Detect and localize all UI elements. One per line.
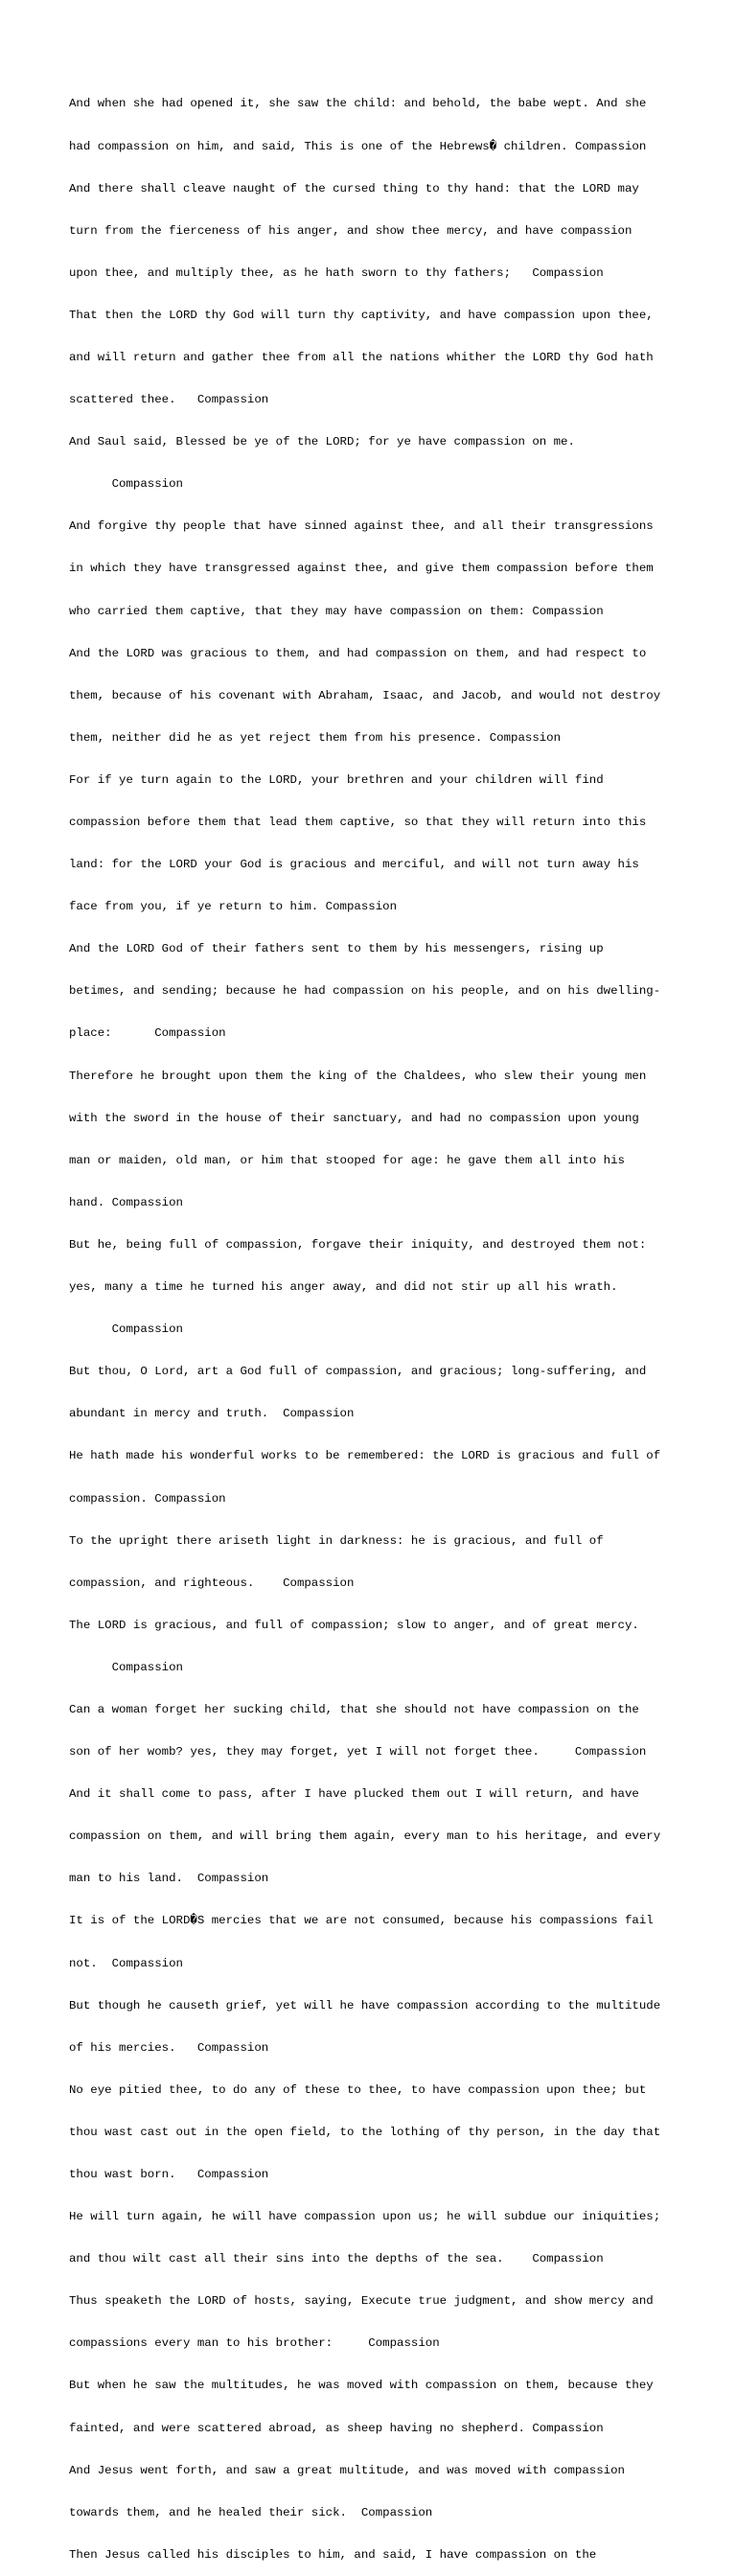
text-line: And the LORD was gracious to them, and had compassion on them, and had respect to: [69, 646, 647, 660]
text-line: with the sword in the house of their sanctuary, and had no compassion upon young: [69, 1111, 639, 1125]
text-line: compassion on them, and will bring them again, every man to his heritage, and every: [69, 1829, 661, 1844]
text-line: in which they have transgressed against thee, and give them compassion before them: [69, 562, 654, 576]
text-line: And Jesus went forth, and saw a great multitude, and was moved with compassion: [69, 2463, 625, 2477]
text-line: He will turn again, he will have compassion upon us; he will subdue our iniquities;: [69, 2210, 661, 2224]
text-line: had compassion on him, and said, This is one of the Hebrews� children. Compassion: [69, 139, 647, 153]
text-line: hand. Compassion: [69, 1195, 183, 1209]
text-line: face from you, if ye return to him. Compassion: [69, 900, 398, 914]
text-line: land: for the LORD your God is gracious and merciful, and will not turn away his: [69, 858, 639, 872]
text-line: turn from the fierceness of his anger, and show thee mercy, and have compassion: [69, 223, 632, 238]
text-line: man to his land. Compassion: [69, 1872, 269, 1886]
document-body: [69, 69, 682, 2576]
text-line: And when she had opened it, she saw the child: and behold, the babe wept. And she: [69, 97, 647, 111]
text-line: compassion before them that lead them captive, so that they will return into this: [69, 816, 647, 829]
text-line: And the LORD God of their fathers sent to them by his messengers, rising up: [69, 942, 604, 956]
text-line: compassions every man to his brother: Compassion: [69, 2336, 440, 2351]
text-line: Compassion: [69, 1322, 183, 1337]
text-line: To the upright there ariseth light in darkness: he is gracious, and full of: [69, 1533, 604, 1548]
text-line: Can a woman forget her sucking child, that she should not have compassion on the: [69, 1702, 639, 1716]
text-line: of his mercies. Compassion: [69, 2040, 269, 2055]
text-line: upon thee, and multiply thee, as he hath sworn to thy fathers; Compassion: [69, 265, 604, 280]
text-line: abundant in mercy and truth. Compassion: [69, 1407, 355, 1421]
text-line: place: Compassion: [69, 1026, 226, 1041]
text-line: them, neither did he as yet reject them from his presence. Compassion: [69, 730, 562, 745]
text-line: That then the LORD thy God will turn thy captivity, and have compassion upon thee,: [69, 308, 654, 322]
text-line: For if ye turn again to the LORD, your brethren and your children will find: [69, 772, 604, 787]
text-line: compassion, and righteous. Compassion: [69, 1576, 355, 1590]
text-line: But though he causeth grief, yet will he have compassion according to the multitude: [69, 1998, 661, 2012]
text-line: It is of the LORD�S mercies that we are not consumed, because his compassions fail: [69, 1914, 654, 1928]
text-line: who carried them captive, that they may have compassion on them: Compassion: [69, 604, 604, 618]
text-line: yes, many a time he turned his anger away, and did not stir up all his wrath.: [69, 1280, 618, 1295]
text-line: Then Jesus called his disciples to him, and said, I have compassion on the: [69, 2547, 597, 2562]
text-line: compassion. Compassion: [69, 1491, 226, 1506]
text-line: fainted, and were scattered abroad, as sheep having no shepherd. Compassion: [69, 2421, 604, 2435]
text-line: scattered thee. Compassion: [69, 393, 269, 407]
text-line: But he, being full of compassion, forgave their iniquity, and destroyed them not:: [69, 1237, 647, 1252]
text-line: them, because of his covenant with Abraham, Isaac, and Jacob, and would not destroy: [69, 688, 661, 702]
text-line: Therefore he brought upon them the king of the Chaldees, who slew their young men: [69, 1069, 647, 1083]
text-line: And forgive thy people that have sinned against thee, and all their transgressions: [69, 519, 654, 534]
text-line: towards them, and he healed their sick. Compassion: [69, 2505, 433, 2519]
text-line: not. Compassion: [69, 1956, 183, 1970]
text-line: thou wast born. Compassion: [69, 2168, 269, 2181]
text-line: Thus speaketh the LORD of hosts, saying, Execute true judgment, and show mercy and: [69, 2294, 654, 2309]
text-line: thou wast cast out in the open field, to the lothing of thy person, in the day that: [69, 2125, 661, 2139]
text-line: And there shall cleave naught of the cursed thing to thy hand: that the LORD may: [69, 181, 639, 196]
text-line: And it shall come to pass, after I have plucked them out I will return, and have: [69, 1787, 639, 1802]
text-line: But thou, O Lord, art a God full of compassion, and gracious; long-suffering, and: [69, 1365, 647, 1379]
text-line: and will return and gather thee from all the nations whither the LORD thy God hath: [69, 350, 654, 364]
text-line: The LORD is gracious, and full of compassion; slow to anger, and of great mercy.: [69, 1618, 639, 1632]
text-line: No eye pitied thee, to do any of these to thee, to have compassion upon thee; but: [69, 2082, 647, 2097]
text-line: and thou wilt cast all their sins into the depths of the sea. Compassion: [69, 2252, 604, 2266]
text-line: Compassion: [69, 1660, 183, 1674]
text-line: man or maiden, old man, or him that stooped for age: he gave them all into his: [69, 1153, 625, 1167]
text-line: And Saul said, Blessed be ye of the LORD; for ye have compassion on me.: [69, 435, 575, 449]
text-line: Compassion: [69, 477, 183, 492]
text-line: He hath made his wonderful works to be remembered: the LORD is gracious and full of: [69, 1449, 661, 1463]
text-line: betimes, and sending; because he had compassion on his people, and on his dwelling-: [69, 984, 661, 999]
text-line: son of her womb? yes, they may forget, yet I will not forget thee. Compassion: [69, 1745, 647, 1760]
text-line: But when he saw the multitudes, he was moved with compassion on them, because they: [69, 2379, 654, 2393]
